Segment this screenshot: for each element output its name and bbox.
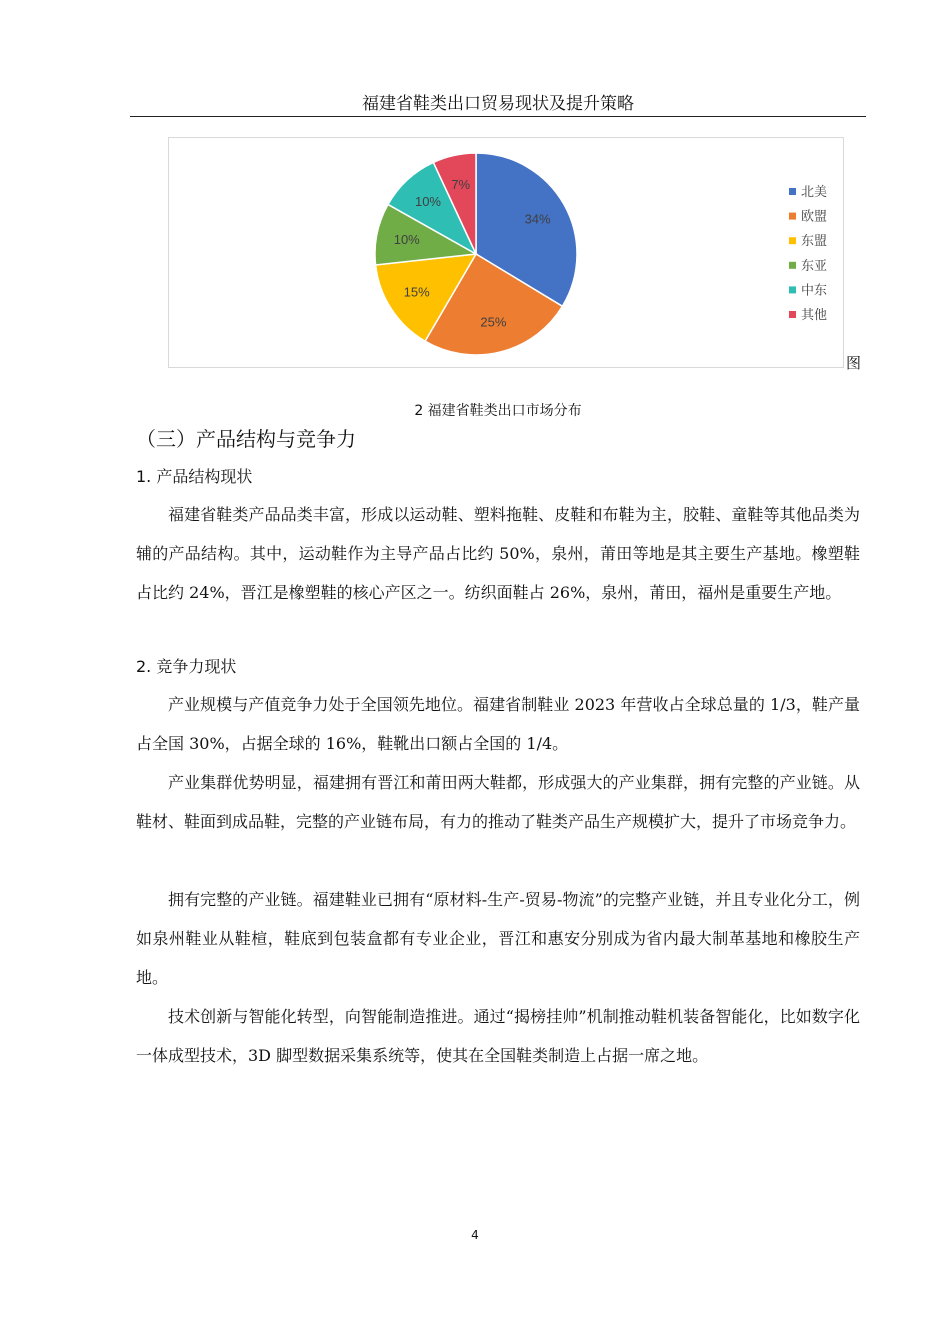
- legend-label-5: 中东: [801, 283, 828, 299]
- pie-slice-label-5: 10%: [414, 194, 442, 210]
- subsection-heading-structure: 1. 产品结构现状: [136, 467, 253, 486]
- page-number: 4: [471, 1228, 479, 1242]
- legend-swatch-6: [789, 311, 796, 318]
- legend-swatch-2: [789, 213, 796, 220]
- running-header-title: 福建省鞋类出口贸易现状及提升策略: [362, 94, 634, 114]
- pie-slice-label-4: 10%: [393, 231, 420, 247]
- legend-swatch-1: [789, 188, 796, 195]
- legend-label-2: 欧盟: [801, 209, 828, 225]
- header-rule: [130, 116, 866, 117]
- legend-swatch-3: [789, 237, 796, 244]
- pie-slice-label-3: 15%: [403, 284, 430, 300]
- section-heading: （三）产品结构与竞争力: [136, 427, 356, 451]
- figure-caption-prefix: 图: [846, 354, 862, 372]
- pie-chart: [168, 137, 844, 368]
- subsection-heading-competitiveness: 2. 竞争力现状: [136, 657, 237, 676]
- pie-chart-svg: [169, 138, 845, 369]
- pie-slice-label-1: 34%: [524, 211, 551, 227]
- pie-slice-label-2: 25%: [480, 314, 507, 330]
- legend-label-3: 东盟: [801, 234, 828, 250]
- paragraph-industry-scale: 产业规模与产值竞争力处于全国领先地位。福建省制鞋业 2023 年营收占全球总量的 1/3，鞋产量占全国 30%，占据全球的 16%，鞋靴出口额占全国的 1/4。: [136, 695, 860, 753]
- paragraph-product-structure: 福建省鞋类产品品类丰富，形成以运动鞋、塑料拖鞋、皮鞋和布鞋为主，胶鞋、童鞋等其他品类为辅的产品结构。其中，运动鞋作为主导产品占比约 50%，泉州，莆田等地是其主要生产基地。橡塑鞋占比约 24%，晋江是橡塑鞋的核心产区之一。纺织面鞋占 26%，泉州，莆田，福州是重要生产地。: [136, 505, 860, 602]
- figure-caption: 2 福建省鞋类出口市场分布: [414, 403, 582, 419]
- legend-swatch-4: [789, 262, 796, 269]
- legend-label-4: 东亚: [801, 258, 828, 274]
- paragraph-innovation: 技术创新与智能化转型，向智能制造推进。通过“揭榜挂帅”机制推动鞋机装备智能化，比如数字化一体成型技术，3D 脚型数据采集系统等，使其在全国鞋类制造上占据一席之地。: [136, 1007, 860, 1065]
- legend-swatch-5: [789, 286, 796, 293]
- paragraph-industry-cluster: 产业集群优势明显，福建拥有晋江和莆田两大鞋都，形成强大的产业集群，拥有完整的产业链。从鞋材、鞋面到成品鞋，完整的产业链布局，有力的推动了鞋类产品生产规模扩大，提升了市场竞争力。: [136, 773, 860, 831]
- paragraph-industry-chain: 拥有完整的产业链。福建鞋业已拥有“原材料-生产-贸易-物流”的完整产业链，并且专业化分工，例如泉州鞋业从鞋楦，鞋底到包装盒都有专业企业，晋江和惠安分别成为省内最大制革基地和橡胶生产地。: [136, 890, 860, 987]
- legend-label-6: 其他: [801, 308, 828, 323]
- legend-label-1: 北美: [801, 185, 828, 200]
- pie-slice-label-6: 7%: [451, 176, 471, 192]
